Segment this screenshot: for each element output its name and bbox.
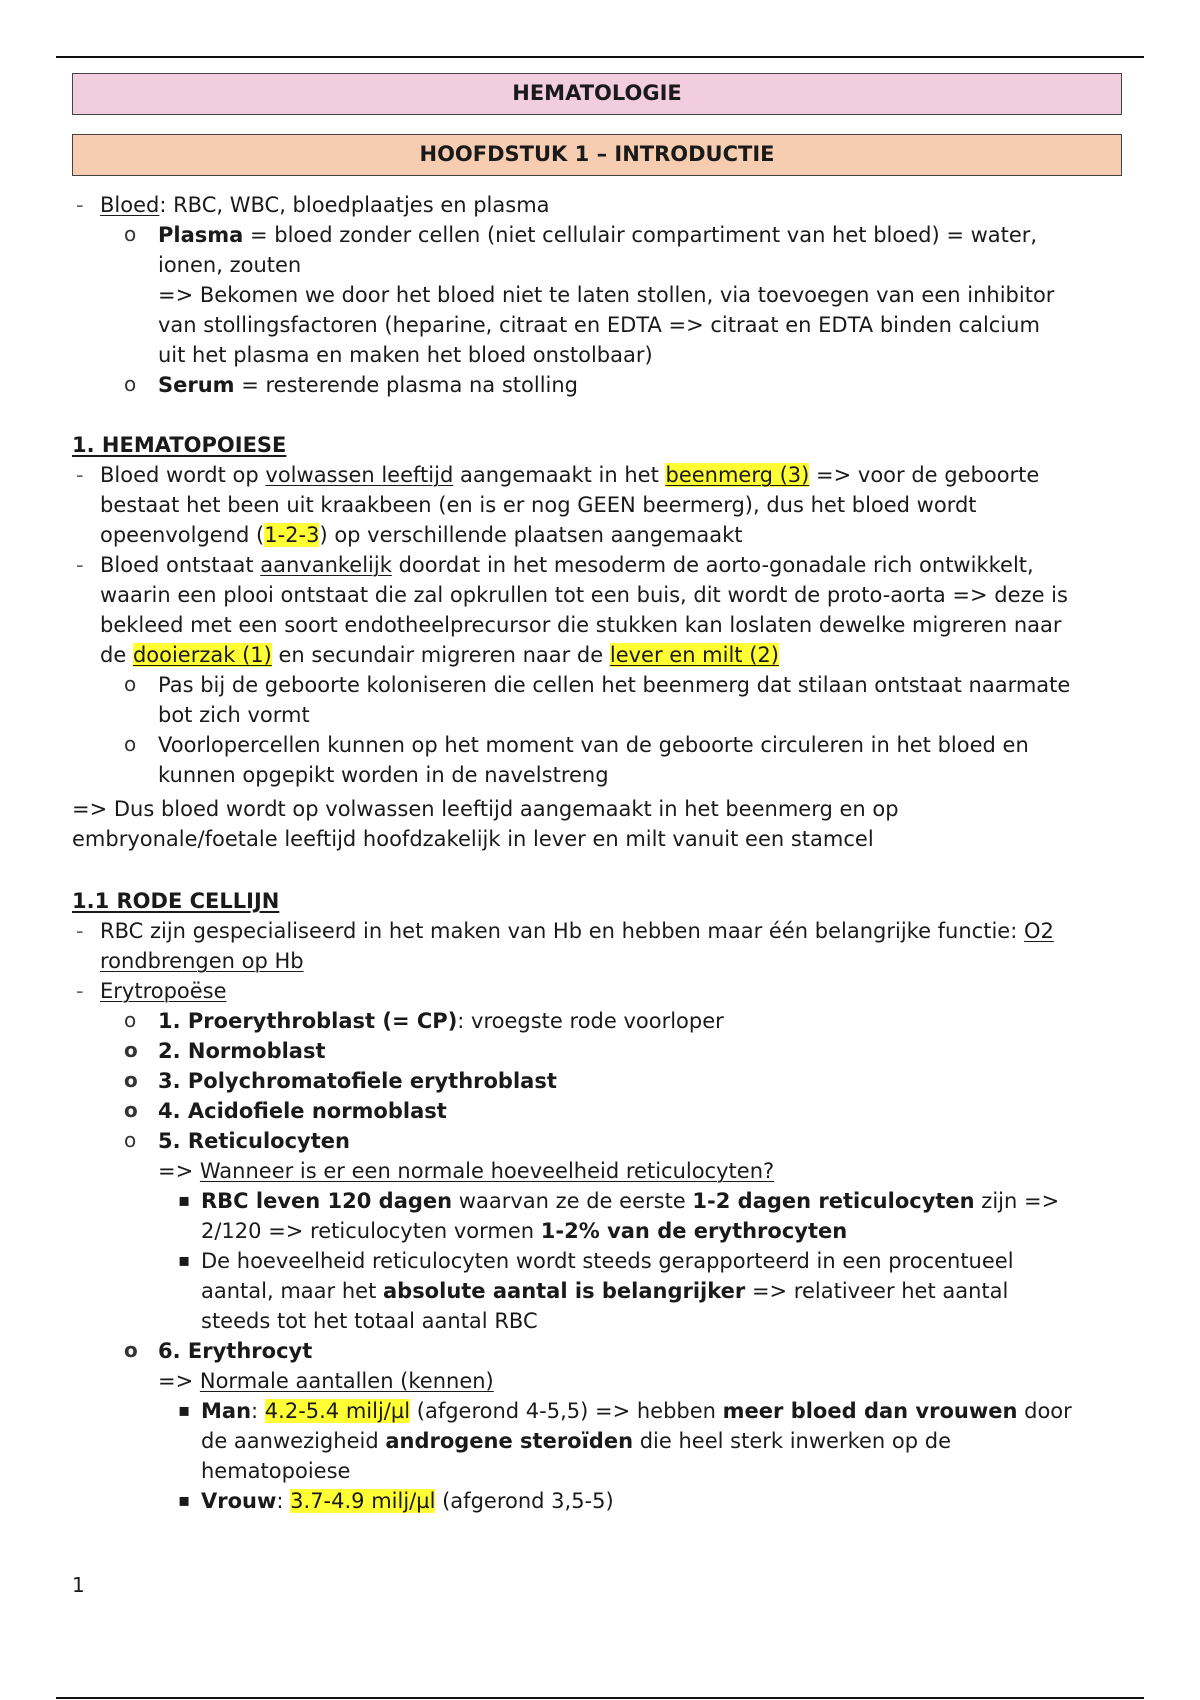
stage-3: o 3. Polychromatofiele erythroblast [72,1066,1142,1096]
sub-bullet-plasma: o Plasma = bloed zonder cellen (niet cellulair compartiment van het bloed) = water, [72,220,1132,250]
hematopoiese-section [72,430,1142,854]
sub-sub-bullet-vrouw: ▪ Vrouw: 3.7-4.9 milj/µl (afgerond 3,5-5) [72,1486,1142,1516]
text-line: 2/120 => reticulocyten vormen 1-2% van de erythrocyten [201,1219,848,1243]
bottom-rule [56,1697,1144,1699]
sub-sub-bullet-man: ▪ Man: 4.2-5.4 milj/µl (afgerond 4-5,5) => hebben meer bloed dan vrouwen door [72,1396,1142,1426]
text-line: bot zich vormt [158,703,310,727]
text-line: de aanwezigheid androgene steroïden die heel sterk inwerken op de [201,1429,951,1453]
bullet-bloed: - Bloed: RBC, WBC, bloedplaatjes en plasma [72,190,1132,220]
text-line: de dooierzak (1) en secundair migreren naar de lever en milt (2) [100,643,779,667]
top-rule [56,56,1144,58]
text-line: kunnen opgepikt worden in de navelstreng [158,763,609,787]
sub-bullet-voorloper: o Voorlopercellen kunnen op het moment van de geboorte circuleren in het bloed en [72,730,1142,760]
stage-6: o 6. Erythrocyt [72,1336,1142,1366]
sub-bullet-serum: o Serum = resterende plasma na stolling [72,370,1132,400]
serum-label: Serum [158,373,235,397]
bloed-label: Bloed [100,193,160,217]
stage-2: o 2. Normoblast [72,1036,1142,1066]
sub-sub-bullet-rbc-leven: ▪ RBC leven 120 dagen waarvan ze de eerste 1-2 dagen reticulocyten zijn => [72,1186,1142,1216]
conclusion-line: embryonale/foetale leeftijd hoofdzakelijk in lever en milt vanuit een stamcel [72,827,874,851]
text-line: waarin een plooi ontstaat die zal opkrullen tot een buis, dit wordt de proto-aorta => deze is [100,583,1068,607]
bullet-erytropoese: - Erytropoëse [72,976,1142,1006]
text-line: bekleed met een soort endotheelprecursor die stukken kan loslaten dewelke migreren naar [100,613,1062,637]
bullet-rbc: - RBC zijn gespecialiseerd in het maken van Hb en hebben maar één belangrijke functie: O2 [72,916,1142,946]
text-line: hematopoiese [201,1459,351,1483]
text-line: rondbrengen op Hb [100,949,304,973]
section-heading: 1. HEMATOPOIESE [72,433,287,457]
highlight-vrouw-range: 3.7-4.9 milj/µl [290,1489,436,1513]
highlight-sequence: 1-2-3 [264,523,320,547]
bullet-volwassen: - Bloed wordt op volwassen leeftijd aangemaakt in het beenmerg (3) => voor de geboorte [72,460,1142,490]
stage-1: o 1. Proerythroblast (= CP): vroegste rode voorloper [72,1006,1142,1036]
sub-sub-bullet-hoeveelheid: ▪ De hoeveelheid reticulocyten wordt steeds gerapporteerd in een procentueel [72,1246,1142,1276]
highlight-dooierzak: dooierzak (1) [132,643,272,667]
normal-counts-line: => Normale aantallen (kennen) [158,1369,494,1393]
section-heading: 1.1 RODE CELLIJN [72,889,280,913]
page-number: 1 [72,1573,85,1597]
text-line: opeenvolgend (1-2-3) op verschillende plaatsen aangemaakt [100,523,743,547]
highlight-man-range: 4.2-5.4 milj/µl [264,1399,411,1423]
document-title: HEMATOLOGIE [72,73,1122,115]
bullet-aanvankelijk: - Bloed ontstaat aanvankelijk doordat in het mesoderm de aorto-gonadale rich ontwikkelt, [72,550,1142,580]
intro-section [72,190,1132,400]
chapter-title: HOOFDSTUK 1 – INTRODUCTIE [72,134,1122,176]
highlight-lever-milt: lever en milt (2) [609,643,779,667]
sub-bullet-geboorte: o Pas bij de geboorte koloniseren die cellen het beenmerg dat stilaan ontstaat naarmate [72,670,1142,700]
stage-4: o 4. Acidofiele normoblast [72,1096,1142,1126]
text-line: ionen, zouten [158,253,302,277]
stage-5: o 5. Reticulocyten [72,1126,1142,1156]
plasma-label: Plasma [158,223,244,247]
text-line: aantal, maar het absolute aantal is belangrijker => relativeer het aantal [201,1279,1009,1303]
text-line: van stollingsfactoren (heparine, citraat en EDTA => citraat en EDTA binden calcium [158,313,1040,337]
text-line: uit het plasma en maken het bloed onstolbaar) [158,343,653,367]
text-line: steeds tot het totaal aantal RBC [201,1309,538,1333]
highlight-beenmerg: beenmerg (3) [665,463,810,487]
conclusion-line: => Dus bloed wordt op volwassen leeftijd aangemaakt in het beenmerg en op [72,797,899,821]
question-line: => Wanneer is er een normale hoeveelheid reticulocyten? [158,1159,775,1183]
text-line: bestaat het been uit kraakbeen (en is er nog GEEN beermerg), dus het bloed wordt [100,493,977,517]
text-line: => Bekomen we door het bloed niet te laten stollen, via toevoegen van een inhibitor [158,283,1055,307]
rode-cellijn-section [72,886,1142,1516]
